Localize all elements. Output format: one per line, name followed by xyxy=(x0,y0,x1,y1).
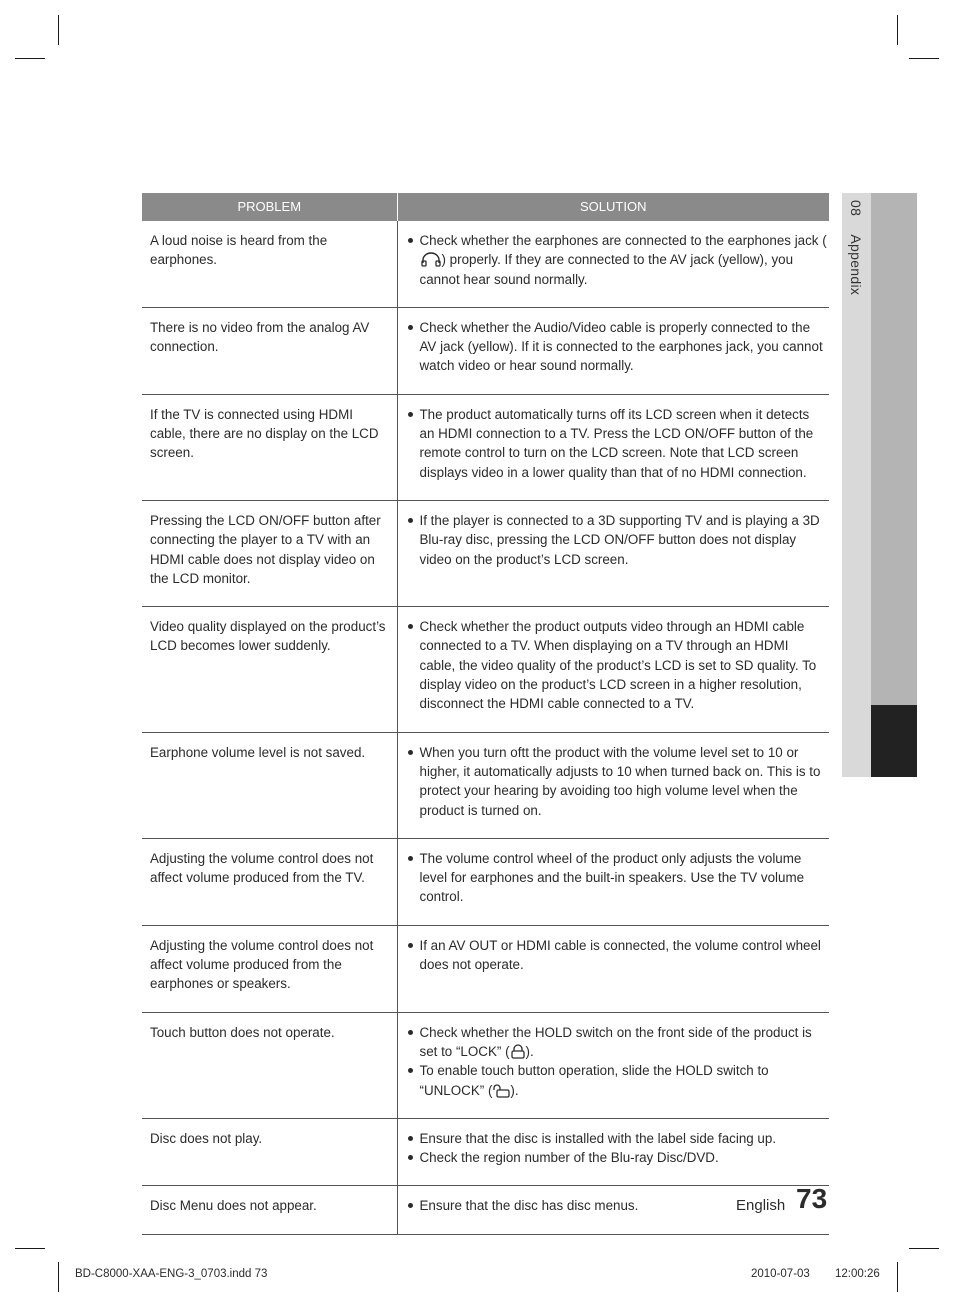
solution-text: Check whether the Audio/Video cable is properly connected to the AV jack (yellow). If it is connected to the earphones jack, you cannot watch video or hear sound normally. xyxy=(419,319,823,374)
problem-cell: Adjusting the volume control does not affect volume produced from the TV. xyxy=(142,838,397,925)
solution-text: Check whether the earphones are connected to the earphones jack ( xyxy=(419,233,827,248)
chapter-tab-band xyxy=(871,193,917,705)
solution-text: Check whether the HOLD switch on the front side of the product is set to “LOCK” ( xyxy=(419,1024,812,1059)
solution-item xyxy=(406,511,828,569)
header-solution: SOLUTION xyxy=(397,193,829,221)
troubleshooting-table xyxy=(142,193,829,1235)
solution-list xyxy=(406,1023,828,1100)
solution-list xyxy=(406,1129,828,1168)
solution-list xyxy=(406,405,828,482)
solution-item xyxy=(406,617,828,713)
crop-mark xyxy=(15,1248,45,1249)
solution-list xyxy=(406,617,828,713)
solution-item xyxy=(406,936,828,975)
footer-file-name: BD-C8000-XAA-ENG-3_0703.indd 73 xyxy=(75,1268,268,1280)
solution-list xyxy=(406,318,828,376)
solution-text: Ensure that the disc has disc menus. xyxy=(419,1198,639,1214)
solution-item xyxy=(406,1061,828,1100)
solution-cell xyxy=(397,221,829,307)
solution-text: The volume control wheel of the product only adjusts the volume level for earphones and the built-in speakers. Use the TV volume control. xyxy=(419,850,805,905)
problem-cell: Earphone volume level is not saved. xyxy=(142,732,397,838)
problem-cell: Disc Menu does not appear. xyxy=(142,1186,397,1234)
table-row xyxy=(142,1012,829,1118)
table-row xyxy=(142,1186,829,1234)
solution-text: ) properly. If they are connected to the AV jack (yellow), you cannot hear sound normally. xyxy=(419,252,794,287)
chapter-number: 08 xyxy=(848,200,864,217)
solution-cell xyxy=(397,838,829,925)
solution-text: Ensure that the disc is installed with the label side facing up. xyxy=(419,1130,777,1146)
table-row xyxy=(142,925,829,1012)
problem-cell: If the TV is connected using HDMI cable, there are no display on the LCD screen. xyxy=(142,394,397,500)
chapter-label xyxy=(848,200,864,295)
headphones-icon xyxy=(420,252,442,267)
table-row xyxy=(142,221,829,307)
solution-cell xyxy=(397,925,829,1012)
crop-mark xyxy=(897,1262,898,1292)
solution-list xyxy=(406,849,828,907)
problem-cell: A loud noise is heard from the earphones. xyxy=(142,221,397,307)
footer-time: 12:00:26 xyxy=(835,1268,880,1280)
solution-cell xyxy=(397,1012,829,1118)
header-problem: PROBLEM xyxy=(142,193,397,221)
page-language: English xyxy=(736,1197,786,1214)
table-body xyxy=(142,221,829,1234)
table-row xyxy=(142,394,829,500)
table-row xyxy=(142,1118,829,1186)
solution-cell xyxy=(397,307,829,394)
problem-cell: Disc does not play. xyxy=(142,1118,397,1186)
problem-cell: Adjusting the volume control does not affect volume produced from the earphones or speakers. xyxy=(142,925,397,1012)
page-number: 73 xyxy=(796,1183,828,1214)
footer-date: 2010-07-03 xyxy=(751,1268,810,1280)
solution-list xyxy=(406,231,828,289)
solution-text: Check whether the product outputs video through an HDMI cable connected to a TV. When displaying on a TV through an HDMI cable, the video quality of the product’s LCD is set to SD quality. To display video on the product’s LCD screen in a higher resolution, disconnect the HDMI cable connected to a TV. xyxy=(419,619,817,712)
crop-mark xyxy=(897,15,898,45)
solution-item xyxy=(406,1023,828,1062)
problem-cell: Touch button does not operate. xyxy=(142,1012,397,1118)
solution-cell xyxy=(397,394,829,500)
table-row xyxy=(142,732,829,838)
table-row xyxy=(142,307,829,394)
solution-item xyxy=(406,318,828,376)
solution-text: The product automatically turns off its LCD screen when it detects an HDMI connection to a TV. Press the LCD ON/OFF button of the remote control to turn on the LCD screen. Note that LCD screen displays video in a lower quality than that of no HDMI connection. xyxy=(419,406,814,480)
solution-text: ). xyxy=(525,1043,534,1059)
chapter-title: Appendix xyxy=(848,234,864,296)
solution-cell xyxy=(397,1118,829,1186)
crop-mark xyxy=(15,58,45,59)
solution-cell xyxy=(397,732,829,838)
solution-cell xyxy=(397,500,829,606)
lock-icon xyxy=(510,1044,526,1059)
solution-text: To enable touch button operation, slide the HOLD switch to “UNLOCK” ( xyxy=(419,1063,769,1098)
solution-text: Check the region number of the Blu-ray Disc/DVD. xyxy=(419,1150,719,1166)
solution-item xyxy=(406,1129,828,1148)
problem-cell: Video quality displayed on the product’s LCD becomes lower suddenly. xyxy=(142,607,397,732)
solution-list xyxy=(406,936,828,975)
solution-text: If the player is connected to a 3D supporting TV and is playing a 3D Blu-ray disc, pressing the LCD ON/OFF button does not display video on the product’s LCD screen. xyxy=(419,512,820,567)
solution-item xyxy=(406,405,828,482)
solution-cell xyxy=(397,607,829,732)
solution-text: When you turn oftt the product with the volume level set to 10 or higher, it automatically adjusts to 10 when turned back on. This is to protect your hearing by avoiding too high volume level when the product is turned on. xyxy=(419,744,821,818)
crop-mark xyxy=(58,15,59,45)
solution-list xyxy=(406,743,828,820)
solution-item xyxy=(406,231,828,289)
table-row xyxy=(142,607,829,732)
crop-mark xyxy=(909,58,939,59)
table-row xyxy=(142,838,829,925)
solution-item xyxy=(406,743,828,820)
crop-mark xyxy=(58,1262,59,1292)
solution-list xyxy=(406,511,828,569)
solution-item xyxy=(406,849,828,907)
solution-text: ). xyxy=(510,1082,519,1098)
unlock-icon xyxy=(492,1083,510,1098)
table-header-row xyxy=(142,193,829,221)
problem-cell: There is no video from the analog AV connection. xyxy=(142,307,397,394)
table-row xyxy=(142,500,829,606)
solution-item xyxy=(406,1148,828,1167)
problem-cell: Pressing the LCD ON/OFF button after connecting the player to a TV with an HDMI cable does not display video on the LCD monitor. xyxy=(142,500,397,606)
solution-text: If an AV OUT or HDMI cable is connected, the volume control wheel does not operate. xyxy=(419,937,821,973)
crop-mark xyxy=(909,1248,939,1249)
chapter-tab-marker xyxy=(871,705,917,777)
